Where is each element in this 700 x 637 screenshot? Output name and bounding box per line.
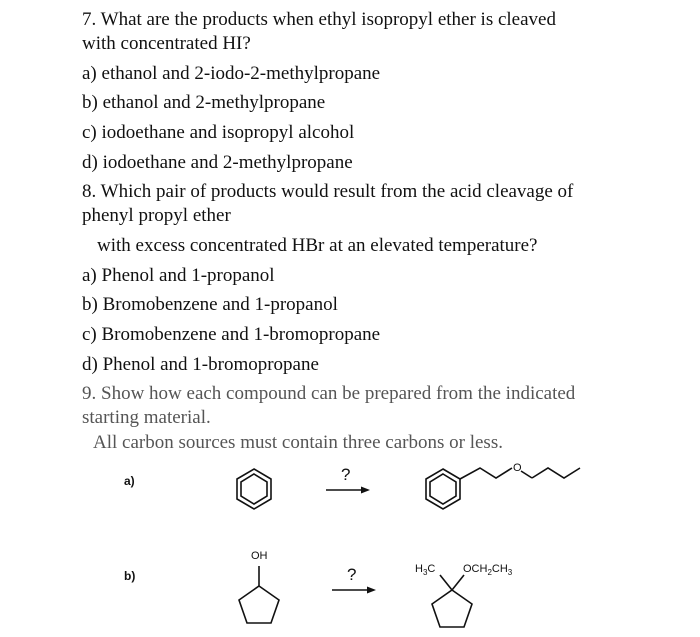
cyclopentanol-structure <box>239 566 279 623</box>
product-a-oxygen-label: O <box>513 462 522 474</box>
q7-option-a: a) ethanol and 2-iodo-2-methylpropane <box>82 63 381 84</box>
product-a-structure <box>426 468 580 509</box>
q8-question-line-3: with excess concentrated HBr at an elevated temperature? <box>97 235 538 256</box>
q7-question-line-2: with concentrated HI? <box>82 33 251 54</box>
benzene-ring <box>237 469 271 509</box>
q8-option-b: b) Bromobenzene and 1-propanol <box>82 294 338 315</box>
q8-option-d: d) Phenol and 1-bromopropane <box>82 354 319 375</box>
q8-question-line-1: 8. Which pair of products would result from the acid cleavage of <box>82 181 574 202</box>
q9-part-a-arrow-question: ? <box>341 465 351 484</box>
q8-question-line-2: phenyl propyl ether <box>82 205 231 226</box>
q8-option-a: a) Phenol and 1-propanol <box>82 265 275 286</box>
q7-option-c: c) iodoethane and isopropyl alcohol <box>82 122 355 143</box>
cyclopentanol-oh-label: OH <box>251 550 268 562</box>
product-b-h3c-label: $H_3C$ <box>415 563 436 578</box>
q7-question-line-1: 7. What are the products when ethyl isopropyl ether is cleaved <box>82 9 556 30</box>
q7-option-d: d) iodoethane and 2-methylpropane <box>82 152 353 173</box>
q9-part-b-label: b) <box>124 569 136 583</box>
q9-question-line-2: starting material. <box>82 407 211 428</box>
product-b-structure <box>432 575 472 627</box>
q9-question-line-3: All carbon sources must contain three carbons or less. <box>93 432 503 453</box>
reaction-arrow-a <box>326 487 370 494</box>
q9-question-line-1: 9. Show how each compound can be prepared from the indicated <box>82 383 576 404</box>
q7-option-b: b) ethanol and 2-methylpropane <box>82 92 326 113</box>
reaction-arrow-b <box>332 587 376 594</box>
q8-option-c: c) Bromobenzene and 1-bromopropane <box>82 324 381 345</box>
q9-part-a-label: a) <box>124 474 135 488</box>
product-b-och2ch3-label: $OCH_2CH_3$ <box>463 563 513 578</box>
q9-part-b-arrow-question: ? <box>347 565 357 584</box>
